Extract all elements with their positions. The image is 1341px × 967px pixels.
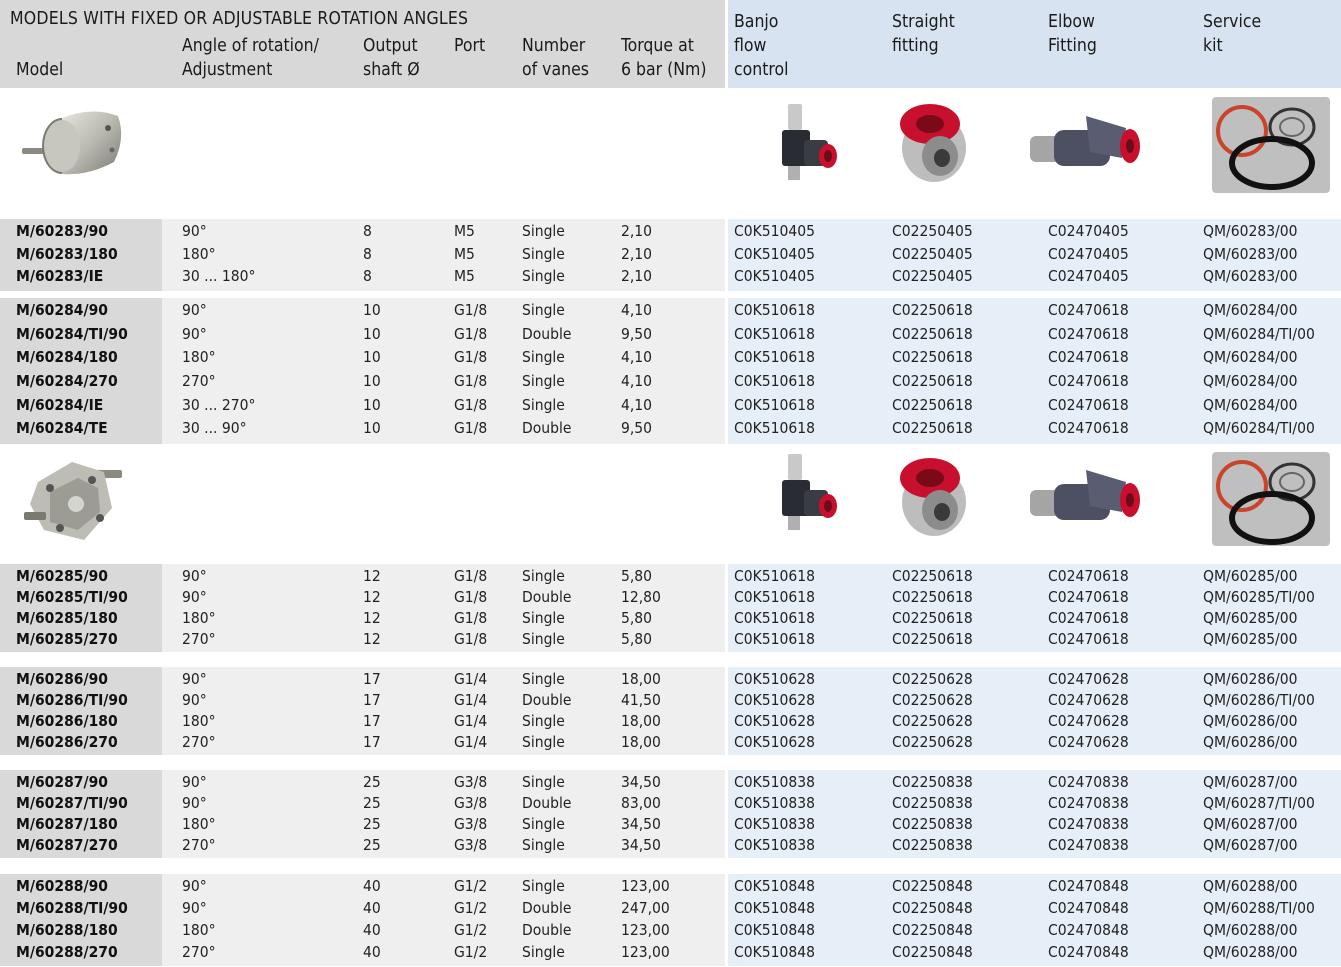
cell-shaft: 25: [363, 815, 381, 833]
cell-service: QM/60287/00: [1203, 836, 1298, 854]
cell-straight: C02250628: [892, 691, 973, 709]
cell-banjo: C0K510618: [734, 419, 815, 438]
cell-elbow: C02470628: [1048, 670, 1129, 688]
cell-torque: 123,00: [621, 943, 670, 961]
cell-shaft: 17: [363, 733, 381, 751]
cell-torque: 123,00: [621, 877, 670, 895]
cell-straight: C02250838: [892, 836, 973, 854]
cell-straight: C02250618: [892, 348, 973, 367]
cell-vanes: Single: [522, 567, 565, 585]
cell-port: G1/4: [454, 712, 488, 730]
cell-service: QM/60288/TI/00: [1203, 899, 1315, 917]
banjo-flow-control-photo: [770, 450, 840, 535]
cell-straight: C02250618: [892, 630, 973, 648]
cell-vanes: Single: [522, 670, 565, 688]
cell-banjo: C0K510405: [734, 267, 815, 286]
cell-port: G1/8: [454, 372, 488, 390]
cell-model: M/60287/TI/90: [16, 794, 128, 812]
cell-torque: 18,00: [621, 670, 661, 688]
cell-straight: C02250628: [892, 712, 973, 730]
cell-torque: 4,10: [621, 348, 653, 367]
cell-torque: 5,80: [621, 609, 653, 627]
cell-straight: C02250405: [892, 267, 973, 286]
cell-vanes: Single: [522, 836, 565, 854]
cell-banjo: C0K510618: [734, 567, 815, 585]
cell-banjo: C0K510838: [734, 836, 815, 854]
cell-banjo: C0K510405: [734, 222, 815, 240]
cell-port: G1/4: [454, 691, 488, 709]
cell-vanes: Double: [522, 588, 572, 606]
cell-banjo: C0K510618: [734, 630, 815, 648]
cell-straight: C02250848: [892, 921, 973, 939]
rotary-actuator-small-photo: [22, 98, 132, 178]
cell-shaft: 10: [363, 348, 381, 367]
cell-angle: 270°: [182, 372, 216, 390]
cell-torque: 5,80: [621, 567, 653, 585]
cell-elbow: C02470838: [1048, 794, 1129, 812]
cell-service: QM/60285/00: [1203, 567, 1298, 585]
service-kit-photo: [1212, 97, 1330, 193]
cell-torque: 18,00: [621, 712, 661, 730]
cell-elbow: C02470405: [1048, 222, 1129, 240]
elbow-fitting-photo: [1026, 108, 1144, 174]
cell-vanes: Single: [522, 348, 565, 367]
cell-shaft: 12: [363, 567, 381, 585]
cell-elbow: C02470848: [1048, 921, 1129, 939]
cell-elbow: C02470628: [1048, 691, 1129, 709]
cell-torque: 9,50: [621, 324, 653, 343]
cell-port: G1/4: [454, 670, 488, 688]
cell-shaft: 25: [363, 836, 381, 854]
cell-banjo: C0K510618: [734, 301, 815, 319]
cell-elbow: C02470618: [1048, 301, 1129, 319]
cell-vanes: Double: [522, 419, 572, 438]
cell-vanes: Single: [522, 267, 565, 286]
cell-model: M/60288/90: [16, 877, 108, 895]
cell-torque: 18,00: [621, 733, 661, 751]
cell-vanes: Single: [522, 301, 565, 319]
cell-model: M/60288/180: [16, 921, 118, 939]
service-kit-photo: [1212, 452, 1330, 546]
cell-port: M5: [454, 267, 475, 286]
cell-vanes: Single: [522, 609, 565, 627]
cell-vanes: Single: [522, 630, 565, 648]
cell-service: QM/60288/00: [1203, 943, 1298, 961]
cell-elbow: C02470848: [1048, 877, 1129, 895]
cell-port: G1/8: [454, 630, 488, 648]
cell-shaft: 17: [363, 670, 381, 688]
cell-angle: 90°: [182, 794, 207, 812]
cell-port: G3/8: [454, 836, 488, 854]
cell-straight: C02250618: [892, 567, 973, 585]
cell-shaft: 17: [363, 691, 381, 709]
cell-service: QM/60284/00: [1203, 372, 1298, 390]
cell-vanes: Single: [522, 773, 565, 791]
cell-straight: C02250618: [892, 609, 973, 627]
col-header-model: Model: [16, 60, 64, 80]
cell-port: G1/8: [454, 588, 488, 606]
cell-banjo: C0K510628: [734, 691, 815, 709]
cell-torque: 83,00: [621, 794, 661, 812]
cell-model: M/60283/IE: [16, 267, 104, 286]
cell-elbow: C02470838: [1048, 773, 1129, 791]
cell-shaft: 25: [363, 794, 381, 812]
cell-straight: C02250405: [892, 244, 973, 263]
cell-elbow: C02470618: [1048, 419, 1129, 438]
cell-model: M/60287/90: [16, 773, 108, 791]
cell-angle: 90°: [182, 301, 207, 319]
cell-straight: C02250405: [892, 222, 973, 240]
cell-torque: 5,80: [621, 630, 653, 648]
cell-angle: 270°: [182, 836, 216, 854]
cell-port: G1/8: [454, 609, 488, 627]
elbow-fitting-photo: [1026, 462, 1144, 528]
cell-port: G1/8: [454, 395, 488, 414]
cell-elbow: C02470618: [1048, 609, 1129, 627]
cell-shaft: 8: [363, 244, 372, 263]
cell-angle: 90°: [182, 691, 207, 709]
cell-model: M/60287/180: [16, 815, 118, 833]
cell-angle: 30 ... 270°: [182, 395, 256, 414]
cell-vanes: Double: [522, 691, 572, 709]
cell-model: M/60283/90: [16, 222, 108, 240]
cell-service: QM/60284/00: [1203, 395, 1298, 414]
cell-straight: C02250618: [892, 301, 973, 319]
col-header-elbow: Elbow Fitting: [1048, 12, 1097, 56]
col-header-straight: Straight fitting: [892, 12, 955, 56]
cell-port: M5: [454, 244, 475, 263]
cell-model: M/60285/270: [16, 630, 118, 648]
cell-angle: 180°: [182, 921, 216, 939]
cell-straight: C02250628: [892, 670, 973, 688]
cell-service: QM/60288/00: [1203, 877, 1298, 895]
cell-vanes: Single: [522, 395, 565, 414]
cell-service: QM/60285/TI/00: [1203, 588, 1315, 606]
cell-model: M/60284/TE: [16, 419, 108, 438]
cell-elbow: C02470838: [1048, 815, 1129, 833]
cell-straight: C02250838: [892, 815, 973, 833]
cell-torque: 12,80: [621, 588, 661, 606]
cell-banjo: C0K510838: [734, 815, 815, 833]
cell-angle: 180°: [182, 609, 216, 627]
cell-model: M/60288/270: [16, 943, 118, 961]
cell-model: M/60284/270: [16, 372, 118, 390]
cell-straight: C02250838: [892, 794, 973, 812]
cell-port: G1/4: [454, 733, 488, 751]
cell-straight: C02250848: [892, 899, 973, 917]
cell-vanes: Double: [522, 899, 572, 917]
cell-elbow: C02470848: [1048, 943, 1129, 961]
cell-elbow: C02470618: [1048, 395, 1129, 414]
cell-model: M/60285/TI/90: [16, 588, 128, 606]
col-header-torque: Torque at 6 bar (Nm): [621, 36, 707, 80]
cell-service: QM/60283/00: [1203, 244, 1298, 263]
cell-port: M5: [454, 222, 475, 240]
cell-shaft: 40: [363, 899, 381, 917]
cell-straight: C02250618: [892, 419, 973, 438]
cell-elbow: C02470618: [1048, 372, 1129, 390]
cell-elbow: C02470405: [1048, 267, 1129, 286]
cell-shaft: 40: [363, 877, 381, 895]
cell-angle: 90°: [182, 588, 207, 606]
cell-service: QM/60287/00: [1203, 773, 1298, 791]
cell-banjo: C0K510838: [734, 773, 815, 791]
cell-model: M/60288/TI/90: [16, 899, 128, 917]
cell-angle: 90°: [182, 899, 207, 917]
cell-angle: 90°: [182, 773, 207, 791]
col-header-shaft: Output shaft Ø: [363, 36, 420, 80]
cell-elbow: C02470618: [1048, 567, 1129, 585]
cell-model: M/60286/270: [16, 733, 118, 751]
cell-service: QM/60287/TI/00: [1203, 794, 1315, 812]
cell-angle: 90°: [182, 567, 207, 585]
cell-torque: 9,50: [621, 419, 653, 438]
cell-banjo: C0K510848: [734, 877, 815, 895]
cell-port: G1/2: [454, 877, 488, 895]
cell-torque: 123,00: [621, 921, 670, 939]
cell-torque: 4,10: [621, 395, 653, 414]
col-header-angle: Angle of rotation/ Adjustment: [182, 36, 319, 80]
cell-model: M/60285/90: [16, 567, 108, 585]
cell-service: QM/60288/00: [1203, 921, 1298, 939]
cell-elbow: C02470405: [1048, 244, 1129, 263]
cell-angle: 180°: [182, 712, 216, 730]
straight-fitting-photo: [890, 98, 978, 186]
cell-model: M/60287/270: [16, 836, 118, 854]
cell-shaft: 40: [363, 943, 381, 961]
cell-port: G3/8: [454, 815, 488, 833]
cell-angle: 30 ... 90°: [182, 419, 247, 438]
cell-shaft: 25: [363, 773, 381, 791]
cell-shaft: 8: [363, 267, 372, 286]
col-header-vanes: Number of vanes: [522, 36, 590, 80]
cell-elbow: C02470628: [1048, 733, 1129, 751]
cell-service: QM/60286/00: [1203, 670, 1298, 688]
cell-torque: 247,00: [621, 899, 670, 917]
cell-port: G3/8: [454, 794, 488, 812]
cell-straight: C02250838: [892, 773, 973, 791]
cell-straight: C02250628: [892, 733, 973, 751]
cell-straight: C02250618: [892, 324, 973, 343]
cell-banjo: C0K510618: [734, 372, 815, 390]
cell-model: M/60286/180: [16, 712, 118, 730]
cell-shaft: 12: [363, 630, 381, 648]
cell-elbow: C02470618: [1048, 324, 1129, 343]
cell-shaft: 12: [363, 609, 381, 627]
cell-vanes: Single: [522, 712, 565, 730]
cell-model: M/60284/90: [16, 301, 108, 319]
cell-shaft: 10: [363, 324, 381, 343]
cell-banjo: C0K510618: [734, 324, 815, 343]
cell-torque: 4,10: [621, 372, 653, 390]
cell-banjo: C0K510405: [734, 244, 815, 263]
cell-torque: 34,50: [621, 773, 661, 791]
cell-elbow: C02470628: [1048, 712, 1129, 730]
cell-banjo: C0K510628: [734, 712, 815, 730]
cell-vanes: Single: [522, 372, 565, 390]
cell-banjo: C0K510848: [734, 899, 815, 917]
cell-shaft: 17: [363, 712, 381, 730]
cell-model: M/60284/IE: [16, 395, 104, 414]
cell-elbow: C02470838: [1048, 836, 1129, 854]
cell-torque: 34,50: [621, 815, 661, 833]
cell-banjo: C0K510618: [734, 609, 815, 627]
cell-angle: 270°: [182, 733, 216, 751]
cell-shaft: 10: [363, 301, 381, 319]
cell-angle: 270°: [182, 630, 216, 648]
cell-banjo: C0K510628: [734, 670, 815, 688]
cell-port: G1/2: [454, 943, 488, 961]
cell-straight: C02250848: [892, 943, 973, 961]
cell-service: QM/60285/00: [1203, 609, 1298, 627]
col-header-port: Port: [454, 36, 486, 56]
cell-service: QM/60283/00: [1203, 222, 1298, 240]
cell-vanes: Double: [522, 324, 572, 343]
cell-torque: 4,10: [621, 301, 653, 319]
cell-banjo: C0K510848: [734, 943, 815, 961]
cell-model: M/60286/TI/90: [16, 691, 128, 709]
cell-shaft: 10: [363, 372, 381, 390]
cell-angle: 90°: [182, 324, 207, 343]
cell-shaft: 40: [363, 921, 381, 939]
cell-shaft: 8: [363, 222, 372, 240]
cell-shaft: 10: [363, 395, 381, 414]
cell-service: QM/60285/00: [1203, 630, 1298, 648]
cell-torque: 41,50: [621, 691, 661, 709]
cell-port: G1/8: [454, 324, 488, 343]
cell-straight: C02250618: [892, 395, 973, 414]
cell-model: M/60286/90: [16, 670, 108, 688]
cell-elbow: C02470618: [1048, 630, 1129, 648]
cell-service: QM/60283/00: [1203, 267, 1298, 286]
cell-banjo: C0K510848: [734, 921, 815, 939]
cell-elbow: C02470848: [1048, 899, 1129, 917]
cell-vanes: Double: [522, 794, 572, 812]
cell-banjo: C0K510618: [734, 588, 815, 606]
cell-service: QM/60284/00: [1203, 348, 1298, 367]
cell-port: G1/8: [454, 419, 488, 438]
cell-model: M/60284/180: [16, 348, 118, 367]
cell-angle: 90°: [182, 670, 207, 688]
cell-angle: 90°: [182, 877, 207, 895]
cell-banjo: C0K510618: [734, 395, 815, 414]
cell-port: G1/2: [454, 899, 488, 917]
cell-vanes: Single: [522, 943, 565, 961]
cell-banjo: C0K510628: [734, 733, 815, 751]
cell-banjo: C0K510618: [734, 348, 815, 367]
cell-service: QM/60286/00: [1203, 733, 1298, 751]
cell-model: M/60283/180: [16, 244, 118, 263]
rotary-actuator-large-photo: [20, 452, 130, 548]
cell-vanes: Single: [522, 222, 565, 240]
cell-model: M/60285/180: [16, 609, 118, 627]
cell-torque: 2,10: [621, 244, 653, 263]
cell-angle: 180°: [182, 244, 216, 263]
cell-port: G1/8: [454, 301, 488, 319]
cell-torque: 2,10: [621, 267, 653, 286]
cell-straight: C02250848: [892, 877, 973, 895]
cell-shaft: 12: [363, 588, 381, 606]
cell-angle: 30 ... 180°: [182, 267, 256, 286]
cell-port: G1/2: [454, 921, 488, 939]
cell-service: QM/60284/00: [1203, 301, 1298, 319]
cell-vanes: Single: [522, 733, 565, 751]
straight-fitting-photo: [890, 452, 978, 540]
banjo-flow-control-photo: [770, 100, 840, 185]
cell-service: QM/60284/TI/00: [1203, 324, 1315, 343]
cell-vanes: Single: [522, 815, 565, 833]
cell-banjo: C0K510838: [734, 794, 815, 812]
cell-shaft: 10: [363, 419, 381, 438]
cell-straight: C02250618: [892, 588, 973, 606]
cell-elbow: C02470618: [1048, 588, 1129, 606]
cell-elbow: C02470618: [1048, 348, 1129, 367]
cell-torque: 34,50: [621, 836, 661, 854]
cell-vanes: Double: [522, 921, 572, 939]
cell-angle: 90°: [182, 222, 207, 240]
cell-vanes: Single: [522, 244, 565, 263]
cell-vanes: Single: [522, 877, 565, 895]
cell-port: G3/8: [454, 773, 488, 791]
cell-service: QM/60286/00: [1203, 712, 1298, 730]
cell-model: M/60284/TI/90: [16, 324, 128, 343]
cell-service: QM/60284/TI/00: [1203, 419, 1315, 438]
col-header-service: Service kit: [1203, 12, 1262, 56]
col-header-banjo: Banjo flow control: [734, 12, 789, 80]
cell-straight: C02250618: [892, 372, 973, 390]
cell-service: QM/60287/00: [1203, 815, 1298, 833]
cell-angle: 180°: [182, 348, 216, 367]
cell-torque: 2,10: [621, 222, 653, 240]
cell-service: QM/60286/TI/00: [1203, 691, 1315, 709]
table-title: MODELS WITH FIXED OR ADJUSTABLE ROTATION ANGLES: [10, 9, 469, 29]
cell-angle: 180°: [182, 815, 216, 833]
cell-port: G1/8: [454, 348, 488, 367]
cell-port: G1/8: [454, 567, 488, 585]
cell-angle: 270°: [182, 943, 216, 961]
